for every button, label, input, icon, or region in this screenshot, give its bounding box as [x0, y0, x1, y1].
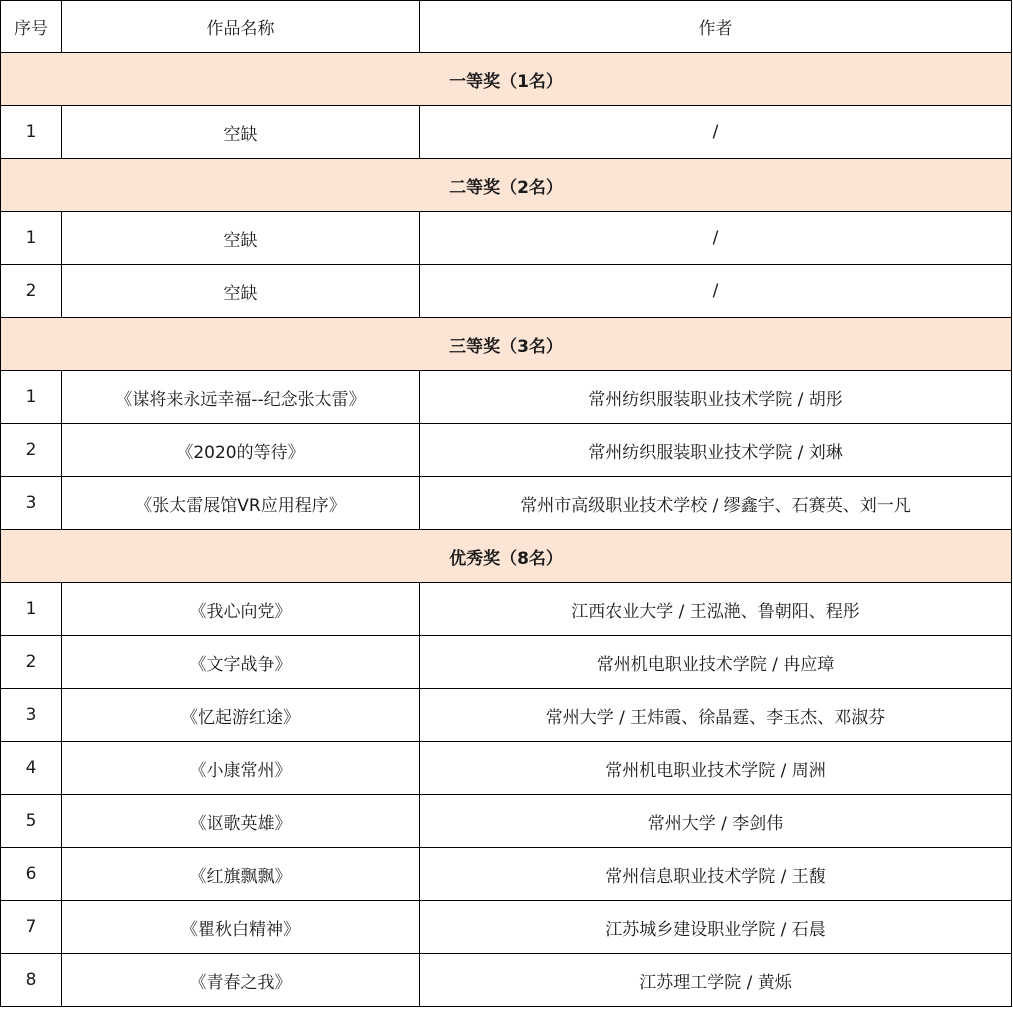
cell-author: 江苏理工学院 / 黄烁	[420, 954, 1012, 1007]
cell-title: 《张太雷展馆VR应用程序》	[62, 477, 420, 530]
table-row	[1, 954, 1012, 1007]
table-row	[1, 371, 1012, 424]
cell-no: 2	[1, 265, 62, 318]
cell-author: 江苏城乡建设职业学院 / 石晨	[420, 901, 1012, 954]
awards-table-body	[1, 1, 1012, 1007]
table-row	[1, 848, 1012, 901]
cell-title: 空缺	[62, 265, 420, 318]
cell-title: 《文字战争》	[62, 636, 420, 689]
header-author: 作者	[420, 1, 1012, 53]
cell-no: 1	[1, 106, 62, 159]
cell-title: 《小康常州》	[62, 742, 420, 795]
cell-title: 空缺	[62, 106, 420, 159]
table-row	[1, 424, 1012, 477]
cell-no: 7	[1, 901, 62, 954]
cell-author: 常州机电职业技术学院 / 周洲	[420, 742, 1012, 795]
table-row	[1, 106, 1012, 159]
header-row	[1, 1, 1012, 53]
cell-title: 《青春之我》	[62, 954, 420, 1007]
section-row-second-prize	[1, 159, 1012, 212]
cell-no: 4	[1, 742, 62, 795]
cell-author: 常州纺织服装职业技术学院 / 胡彤	[420, 371, 1012, 424]
table-row	[1, 901, 1012, 954]
cell-author: /	[420, 265, 1012, 318]
cell-no: 2	[1, 424, 62, 477]
section-label: 优秀奖（8名）	[1, 530, 1012, 583]
cell-author: 常州纺织服装职业技术学院 / 刘琳	[420, 424, 1012, 477]
table-row	[1, 636, 1012, 689]
table-row	[1, 583, 1012, 636]
cell-title: 《红旗飘飘》	[62, 848, 420, 901]
cell-no: 3	[1, 689, 62, 742]
table-row	[1, 212, 1012, 265]
cell-title: 空缺	[62, 212, 420, 265]
table-row	[1, 742, 1012, 795]
cell-title: 《讴歌英雄》	[62, 795, 420, 848]
cell-no: 6	[1, 848, 62, 901]
cell-no: 3	[1, 477, 62, 530]
cell-author: /	[420, 106, 1012, 159]
cell-no: 2	[1, 636, 62, 689]
cell-no: 1	[1, 583, 62, 636]
header-no: 序号	[1, 1, 62, 53]
cell-title: 《忆起游红途》	[62, 689, 420, 742]
cell-title: 《瞿秋白精神》	[62, 901, 420, 954]
cell-no: 1	[1, 371, 62, 424]
header-title: 作品名称	[62, 1, 420, 53]
cell-author: 常州市高级职业技术学校 / 缪鑫宇、石赛英、刘一凡	[420, 477, 1012, 530]
table-row	[1, 477, 1012, 530]
cell-title: 《谋将来永远幸福--纪念张太雷》	[62, 371, 420, 424]
cell-author: 常州大学 / 王炜霞、徐晶霆、李玉杰、邓淑芬	[420, 689, 1012, 742]
section-row-third-prize	[1, 318, 1012, 371]
cell-title: 《我心向党》	[62, 583, 420, 636]
cell-author: 常州机电职业技术学院 / 冉应璋	[420, 636, 1012, 689]
cell-author: 江西农业大学 / 王泓滟、鲁朝阳、程彤	[420, 583, 1012, 636]
table-row	[1, 689, 1012, 742]
section-row-excellence-prize	[1, 530, 1012, 583]
cell-author: /	[420, 212, 1012, 265]
cell-author: 常州大学 / 李剑伟	[420, 795, 1012, 848]
cell-no: 8	[1, 954, 62, 1007]
table-row	[1, 265, 1012, 318]
cell-title: 《2020的等待》	[62, 424, 420, 477]
section-label: 二等奖（2名）	[1, 159, 1012, 212]
cell-no: 5	[1, 795, 62, 848]
cell-author: 常州信息职业技术学院 / 王馥	[420, 848, 1012, 901]
section-label: 三等奖（3名）	[1, 318, 1012, 371]
section-label: 一等奖（1名）	[1, 53, 1012, 106]
table-row	[1, 795, 1012, 848]
cell-no: 1	[1, 212, 62, 265]
section-row-first-prize	[1, 53, 1012, 106]
